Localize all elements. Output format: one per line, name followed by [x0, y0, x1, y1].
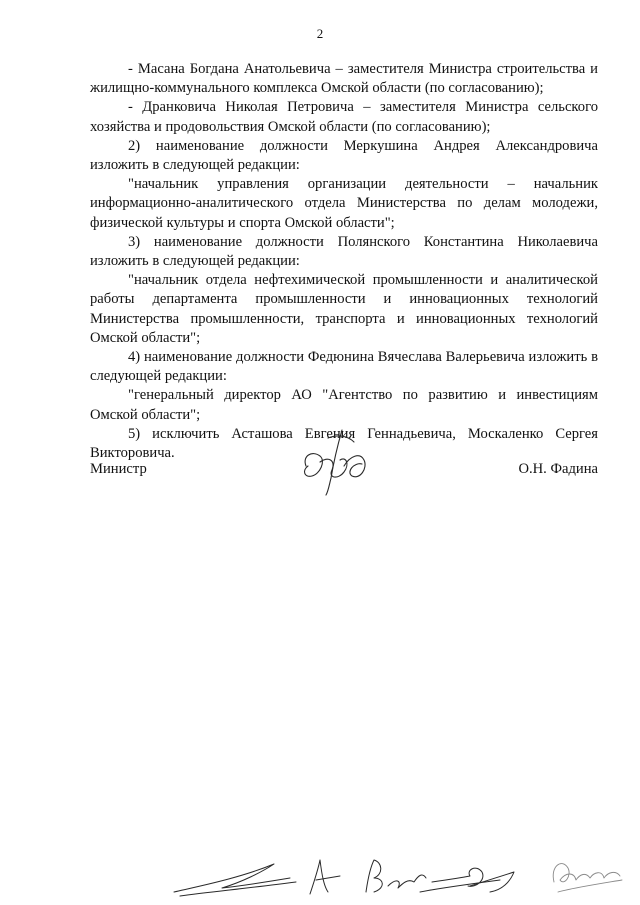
paragraph-item-2-quote: "начальник управления организации деятельности – начальник информационно-аналитического отдела Министерства по делам молодежи, физической культуры и спорта Омской области";: [90, 176, 598, 231]
paragraph-item-4-quote: "генеральный директор АО "Агентство по развитию и инвестициям Омской области";: [90, 387, 598, 423]
document-body: [90, 60, 598, 463]
paragraph-drankovich: - Дранковича Николая Петровича – заместителя Министра сельского хозяйства и продовольствия Омской области (по согласованию);: [90, 99, 598, 135]
paragraph-item-3-quote: "начальник отдела нефтехимической промышленности и аналитической работы департамента промышленности и инновационных технологий Министерства промышленности, транспорта и инновационных технологий Омской области";: [90, 272, 598, 346]
paragraph-masan: - Масана Богдана Анатольевича – заместителя Министра строительства и жилищно-коммунального комплекса Омской области (по согласованию);: [90, 61, 598, 97]
signatory-role: Министр: [90, 461, 147, 477]
paragraph-item-5: 5) исключить Асташова Евгения Геннадьевича, Москаленко Сергея Викторовича.: [90, 425, 598, 462]
signature-block: [90, 460, 598, 500]
approval-initials: [170, 842, 630, 900]
page-number: 2: [316, 26, 324, 41]
handwritten-signature: [298, 426, 380, 496]
paragraph-item-3: 3) наименование должности Полянского Константина Николаевича изложить в следующей редакции:: [90, 233, 598, 270]
signatory-name: О.Н. Фадина: [518, 461, 598, 477]
paragraph-item-2: 2) наименование должности Меркушина Андрея Александровича изложить в следующей редакции:: [90, 137, 598, 174]
paragraph-item-4: 4) наименование должности Федюнина Вячеслава Валерьевича изложить в следующей редакции:: [90, 349, 598, 385]
